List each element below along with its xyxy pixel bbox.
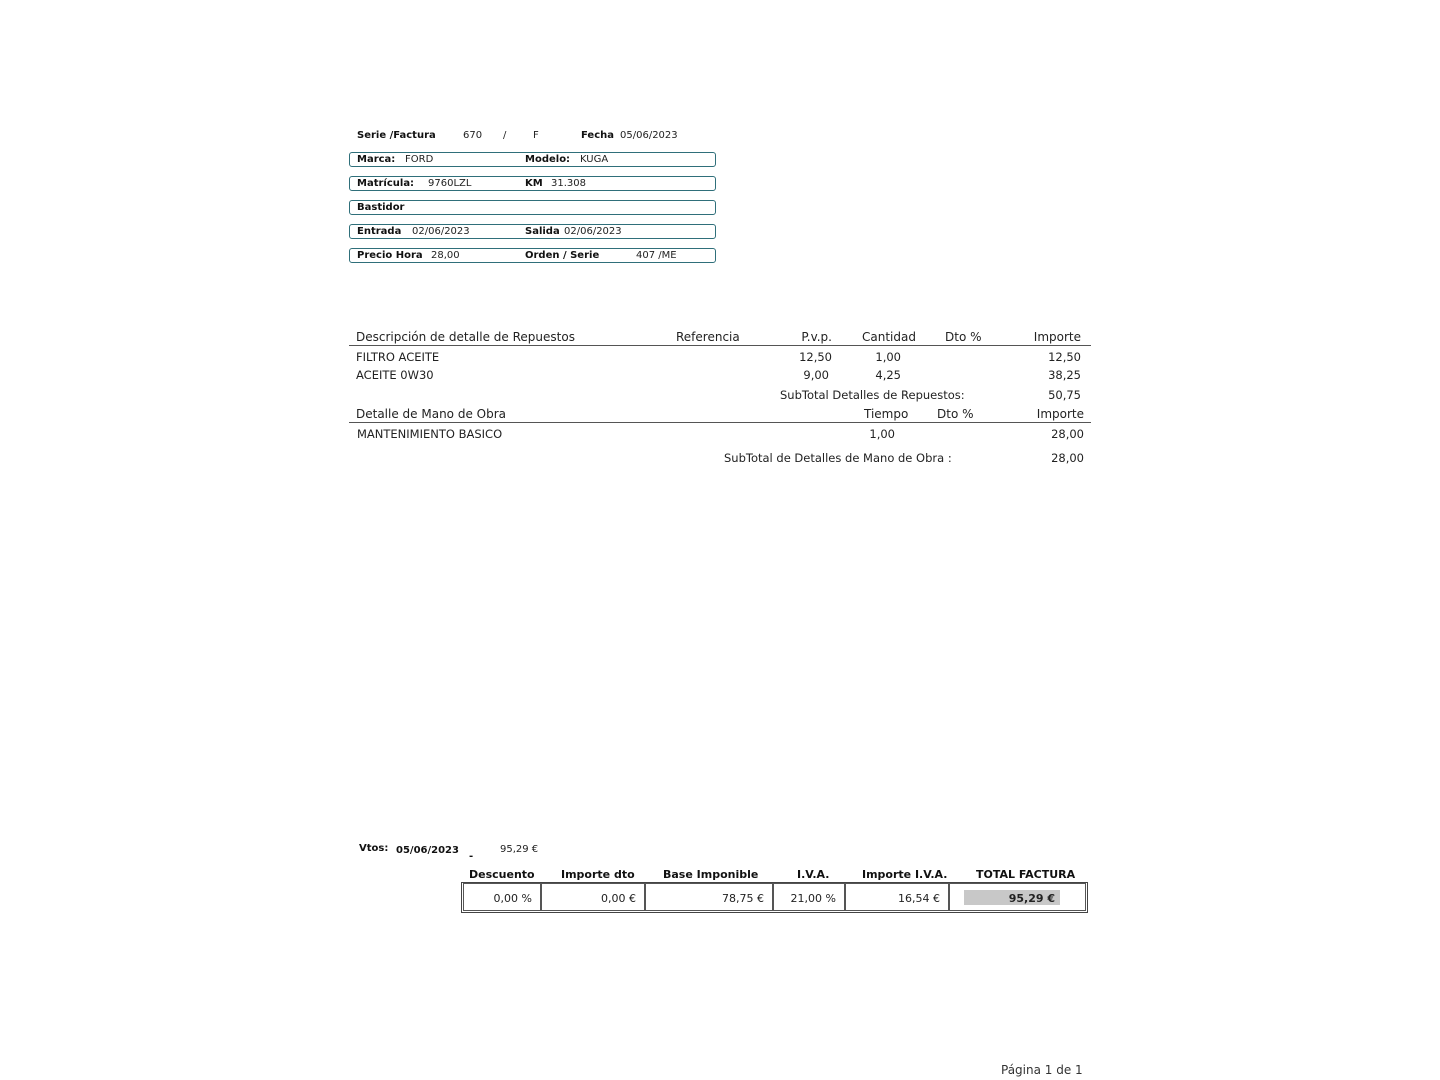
repuesto-row-2-importe: 38,25 <box>1048 368 1081 382</box>
totals-value-importe-dto: 0,00 € <box>601 892 636 905</box>
bastidor-label: Bastidor <box>357 202 405 213</box>
mano-obra-header-dto: Dto % <box>937 407 974 421</box>
mano-obra-header-importe: Importe <box>1036 407 1084 421</box>
serie-code: F <box>533 130 539 141</box>
mano-obra-subtotal-value: 28,00 <box>1051 451 1084 465</box>
repuestos-header-cantidad: Cantidad <box>862 330 916 344</box>
totals-header-base-imponible: Base Imponible <box>663 868 759 881</box>
mano-obra-header-rule <box>349 422 1091 423</box>
repuesto-row-2-descripcion: ACEITE 0W30 <box>356 368 434 382</box>
totals-cell-base-imponible <box>645 883 773 911</box>
totals-value-iva: 21,00 % <box>790 892 836 905</box>
fecha-label: Fecha <box>581 130 615 141</box>
vtos-date: 05/06/2023 <box>396 845 459 856</box>
orden-serie-value: 407 /ME <box>636 250 677 261</box>
repuestos-header-importe: Importe <box>1033 330 1081 344</box>
serie-separator: / <box>503 130 507 141</box>
repuestos-header-pvp: P.v.p. <box>801 330 832 344</box>
mano-obra-header-tiempo: Tiempo <box>864 407 909 421</box>
repuestos-header-referencia: Referencia <box>676 330 740 344</box>
totals-header-importe-iva: Importe I.V.A. <box>862 868 948 881</box>
mano-obra-row-1-importe: 28,00 <box>1051 427 1084 441</box>
mano-obra-subtotal-label: SubTotal de Detalles de Mano de Obra : <box>724 451 952 465</box>
totals-cell-descuento <box>463 883 541 911</box>
totals-header-iva: I.V.A. <box>797 868 830 881</box>
totals-cell-iva <box>773 883 845 911</box>
repuesto-row-2-cantidad: 4,25 <box>875 368 901 382</box>
totals-value-descuento: 0,00 % <box>493 892 532 905</box>
repuestos-header-rule <box>349 345 1091 346</box>
salida-value: 02/06/2023 <box>564 226 622 237</box>
totals-cell-total-factura <box>949 883 1086 911</box>
precio-hora-label: Precio Hora <box>357 250 423 261</box>
matricula-value: 9760LZL <box>428 178 472 189</box>
modelo-value: KUGA <box>580 154 609 165</box>
repuesto-row-2-pvp: 9,00 <box>803 368 829 382</box>
modelo-label: Modelo: <box>525 154 571 165</box>
km-value: 31.308 <box>551 178 586 189</box>
orden-serie-label: Orden / Serie <box>525 250 600 261</box>
fecha-value: 05/06/2023 <box>620 130 678 141</box>
mano-obra-row-1-tiempo: 1,00 <box>869 427 895 441</box>
entrada-value: 02/06/2023 <box>412 226 470 237</box>
marca-value: FORD <box>405 154 434 165</box>
entrada-label: Entrada <box>357 226 402 237</box>
precio-hora-value: 28,00 <box>431 250 460 261</box>
repuesto-row-1-pvp: 12,50 <box>799 350 832 364</box>
repuestos-header-dto: Dto % <box>945 330 982 344</box>
serie-number: 670 <box>463 130 483 141</box>
repuesto-row-1-importe: 12,50 <box>1048 350 1081 364</box>
totals-header-descuento: Descuento <box>469 868 535 881</box>
mano-obra-row-1-detalle: MANTENIMIENTO BASICO <box>357 427 503 441</box>
totals-header-total-factura: TOTAL FACTURA <box>976 868 1076 881</box>
repuesto-row-1-cantidad: 1,00 <box>875 350 901 364</box>
km-label: KM <box>525 178 543 189</box>
vtos-label: Vtos: <box>359 843 389 854</box>
marca-label: Marca: <box>357 154 396 165</box>
salida-label: Salida <box>525 226 560 237</box>
mano-obra-header-detalle: Detalle de Mano de Obra <box>356 407 506 421</box>
totals-value-base-imponible: 78,75 € <box>722 892 764 905</box>
totals-value-total-factura: 95,29 € <box>1008 892 1055 905</box>
totals-value-importe-iva: 16,54 € <box>898 892 940 905</box>
repuestos-subtotal-label: SubTotal Detalles de Repuestos: <box>780 388 965 402</box>
page-number: Página 1 de 1 <box>1001 1063 1083 1077</box>
vtos-amount: 95,29 € <box>500 844 539 855</box>
repuestos-subtotal-value: 50,75 <box>1048 388 1081 402</box>
totals-cell-importe-iva <box>845 883 949 911</box>
repuesto-row-1-descripcion: FILTRO ACEITE <box>356 350 440 364</box>
totals-header-importe-dto: Importe dto <box>561 868 635 881</box>
repuestos-header-descripcion: Descripción de detalle de Repuestos <box>356 330 575 344</box>
totals-cell-importe-dto <box>541 883 645 911</box>
serie-factura-label: Serie /Factura <box>357 130 436 141</box>
vtos-dash: - <box>469 851 474 862</box>
matricula-label: Matrícula: <box>357 178 415 189</box>
